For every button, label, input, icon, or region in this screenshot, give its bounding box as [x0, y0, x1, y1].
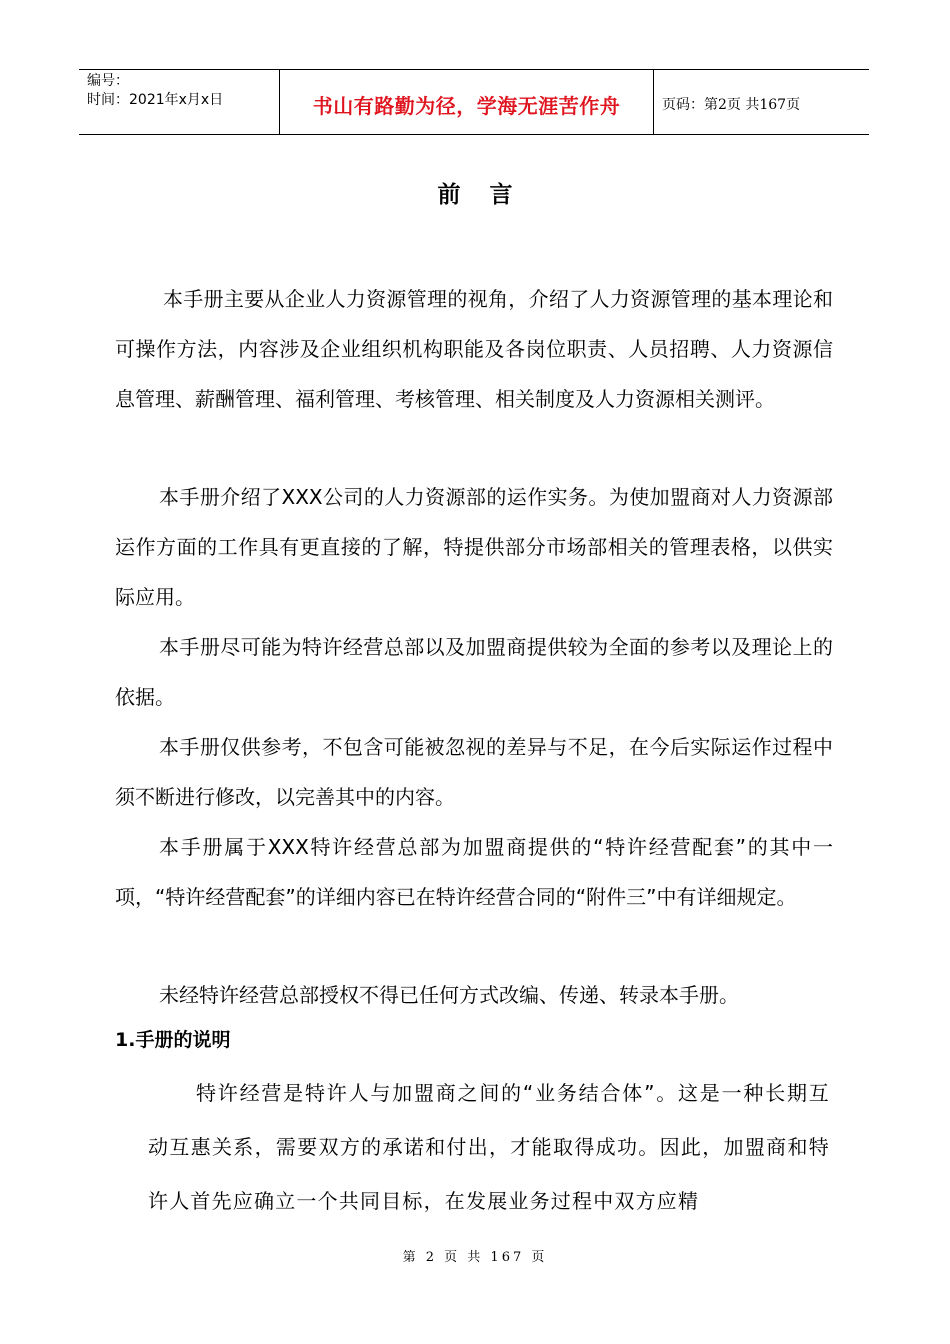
page-title: 前言 — [437, 182, 542, 208]
section-heading: 1.手册的说明 — [115, 1029, 231, 1051]
paragraph: 本手册介绍了XXX公司的人力资源部的运作实务。为使加盟商对人力资源部运作方面的工作具有更直接的了解，特提供部分市场部相关的管理表格，以供实际应用。 — [115, 485, 833, 609]
document-date: 时间：2021年x月x日 — [87, 92, 224, 108]
paragraph: 本手册仅供参考，不包含可能被忽视的差异与不足，在今后实际运作过程中须不断进行修改，以完善其中的内容。 — [115, 735, 833, 809]
header-motto: 书山有路勤为径，学海无涯苦作舟 — [280, 70, 654, 134]
paragraph: 本手册属于XXX特许经营总部为加盟商提供的“特许经营配套”的其中一项，“特许经营配套”的详细内容已在特许经营合同的“附件三”中有详细规定。 — [115, 835, 833, 909]
page-footer: 第 2 页 共 167 页 — [402, 1250, 548, 1265]
section-paragraph: 特许经营是特许人与加盟商之间的“业务结合体”。这是一种长期互动互惠关系，需要双方的承诺和付出，才能取得成功。因此，加盟商和特许人首先应确立一个共同目标，在发展业务过程中双方应精 — [148, 1081, 830, 1213]
document-header — [79, 69, 869, 135]
header-meta-cell — [79, 70, 280, 134]
paragraph: 本手册尽可能为特许经营总部以及加盟商提供较为全面的参考以及理论上的依据。 — [115, 635, 833, 709]
header-page-info: 页码：第2页 共167页 — [662, 97, 801, 113]
paragraph: 未经特许经营总部授权不得已任何方式改编、传递、转录本手册。 — [159, 983, 739, 1007]
paragraph: 本手册主要从企业人力资源管理的视角，介绍了人力资源管理的基本理论和可操作方法，内容涉及企业组织机构职能及各岗位职责、人员招聘、人力资源信息管理、薪酬管理、福利管理、考核管理、相关制度及人力资源相关测评。 — [115, 287, 833, 411]
document-number-label: 编号： — [87, 73, 129, 89]
